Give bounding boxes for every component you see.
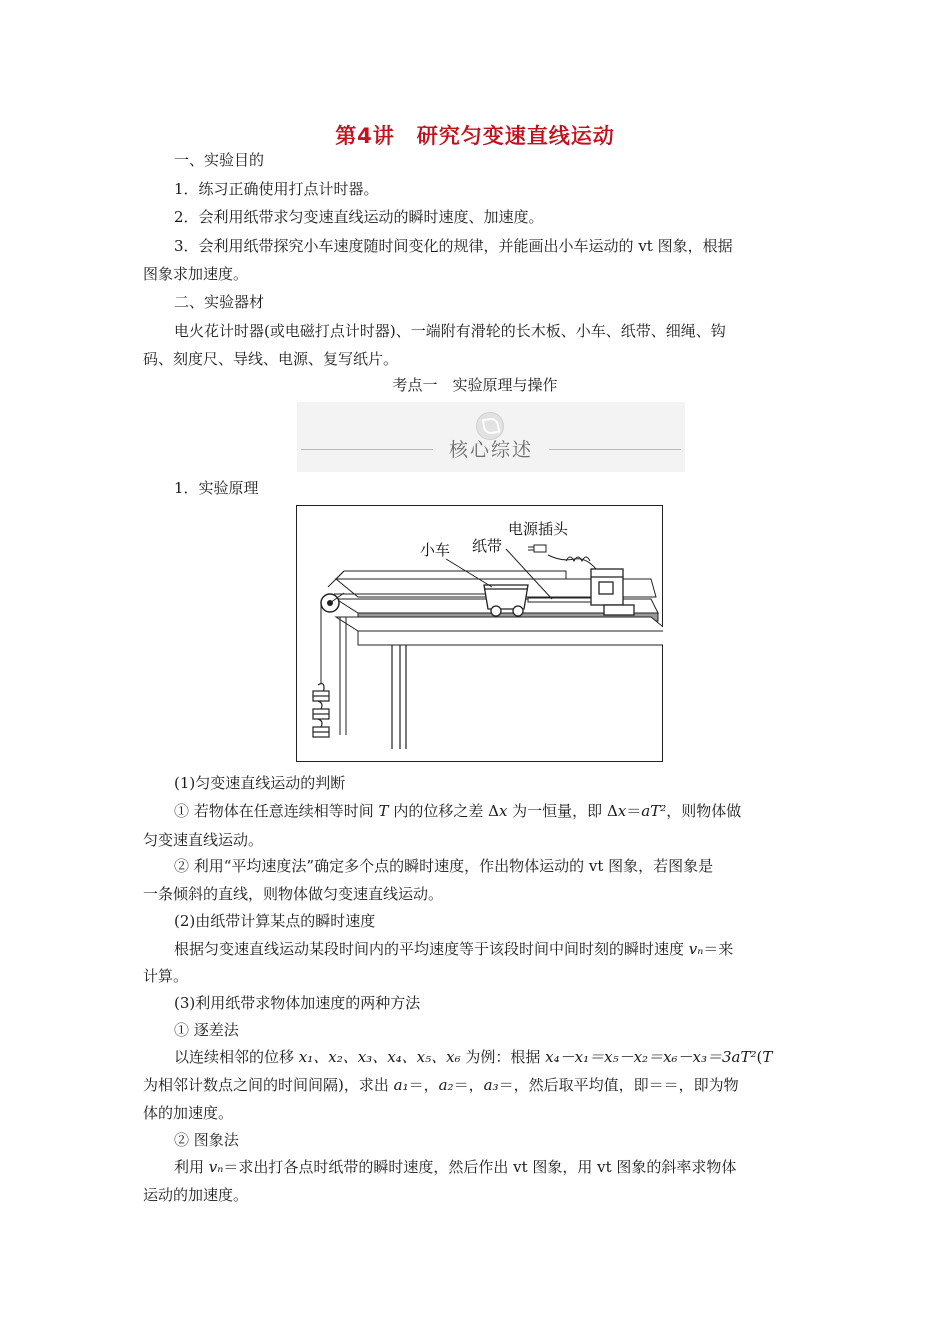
label-plug: 电源插头 [508,520,569,538]
instant-heading: (2)由纸带计算某点的瞬时速度 [174,912,376,930]
section-heading-equipment: 二、实验器材 [174,293,265,311]
hooked-masses [313,684,329,737]
method-1-heading: ① 逐差法 [174,1021,239,1039]
judge-para-2-cont: 一条倾斜的直线，则物体做匀变速直线运动。 [143,885,444,903]
experiment-figure [296,505,663,762]
equipment-line-2: 码、刻度尺、导线、电源、复写纸片。 [143,350,399,368]
method-2-para-cont: 运动的加速度。 [143,1186,249,1204]
principle-heading: 1．实验原理 [174,479,259,497]
judge-para-2: ② 利用“平均速度法”确定多个点的瞬时速度，作出物体运动的 vt 图象，若图象是 [174,857,714,875]
method-1-para: 以连续相邻的位移 x₁、x₂、x₃、x₄、x₅、x₆ 为例：根据 x₄－x₁＝x₅－x₂＝x₆－x₃＝3aT²(T [174,1048,773,1066]
accel-heading: (3)利用纸带求物体加速度的两种方法 [174,994,421,1012]
judge-para-1-cont: 匀变速直线运动。 [143,831,264,849]
instant-para-cont: 计算。 [143,967,189,985]
kaodian-heading: 考点一 实验原理与操作 [392,376,558,394]
method-2-para: 利用 vₙ＝求出打各点时纸带的瞬时速度，然后作出 vt 图象，用 vt 图象的斜率求物体 [174,1158,737,1176]
page-title: 第4讲 研究匀变速直线运动 [335,124,615,148]
purpose-item-2: 2．会利用纸带求匀变速直线运动的瞬时速度、加速度。 [174,208,544,226]
core-summary-banner [297,402,685,472]
method-1-para-cont: 为相邻计数点之间的时间间隔)，求出 a₁＝，a₂＝，a₃＝，然后取平均值，即＝＝，即为物 [143,1076,739,1094]
purpose-item-3: 3．会利用纸带探究小车速度随时间变化的规律，并能画出小车运动的 vt 图象，根据 [174,237,733,255]
method-1-para-end: 体的加速度。 [143,1104,234,1122]
banner-title: 核心综述 [448,439,533,461]
label-cart: 小车 [420,541,451,559]
judge-heading: (1)匀变速直线运动的判断 [174,774,346,792]
section-heading-purpose: 一、实验目的 [174,151,265,169]
judge-para-1: ① 若物体在任意连续相等时间 T 内的位移之差 Δx 为一恒量，即 Δx＝aT²，则物体做 [174,802,742,820]
purpose-item-1: 1．练习正确使用打点计时器。 [174,180,379,198]
purpose-item-3-cont: 图象求加速度。 [143,265,249,283]
equipment-line-1: 电火花计时器(或电磁打点计时器)、一端附有滑轮的长木板、小车、纸带、细绳、钩 [174,322,726,340]
label-tape: 纸带 [472,537,503,555]
method-2-heading: ② 图象法 [174,1131,239,1149]
instant-para: 根据匀变速直线运动某段时间内的平均速度等于该段时间中间时刻的瞬时速度 vₙ＝来 [174,940,734,958]
